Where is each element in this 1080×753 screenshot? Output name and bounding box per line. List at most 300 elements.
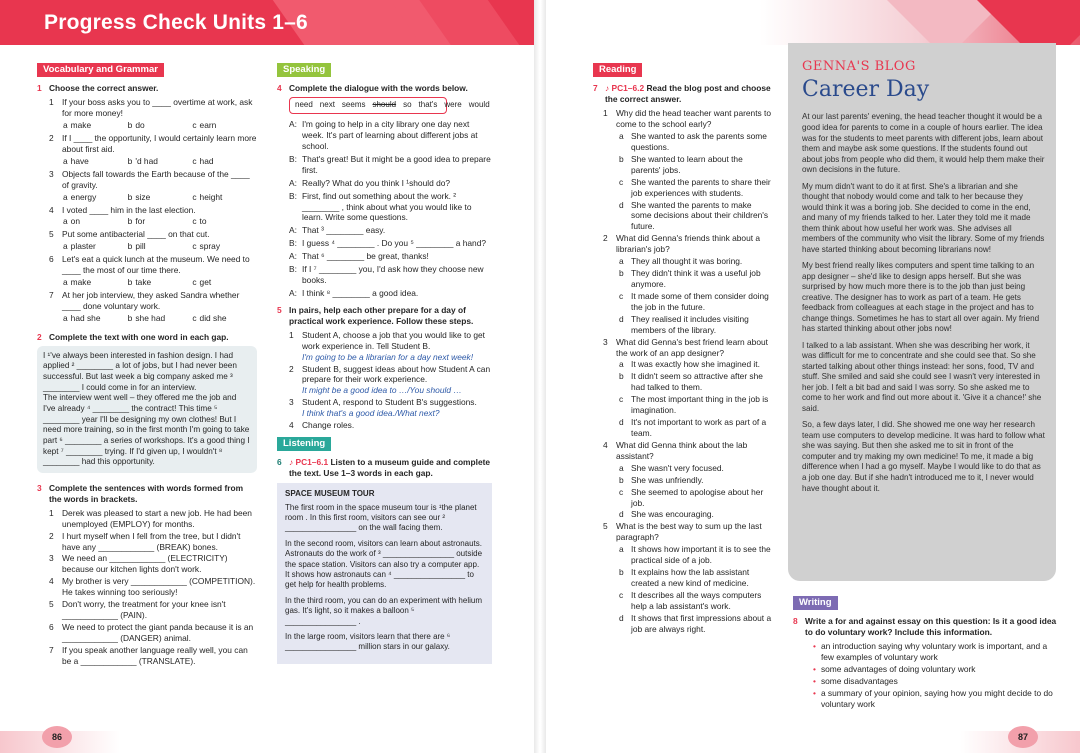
option-letter: b [127, 120, 133, 131]
answer-option[interactable] [128, 313, 193, 324]
option-letter: c [619, 176, 624, 187]
speaker-label: B: [289, 264, 297, 275]
answer-options [63, 241, 257, 252]
option-text: She was encouraging. [631, 509, 714, 520]
book-gutter [534, 0, 546, 753]
word-box-item: so [403, 100, 412, 110]
sentence-item [49, 508, 257, 530]
option-letter: a [63, 155, 68, 166]
writing-column [793, 596, 1058, 711]
item-number: 2 [289, 363, 294, 374]
option-text: 'd had [135, 155, 158, 166]
sentence-item [49, 531, 257, 553]
answer-option[interactable] [128, 241, 193, 252]
ex7-instruction: 7 ♪ PC1–6.2 Read the blog post and choose the correct answer. [593, 83, 771, 105]
word-box-item: seems [341, 100, 366, 110]
option-text: She seemed to apologise about her job. [631, 486, 764, 508]
question-text: What is the best way to sum up the last paragraph? [616, 521, 762, 543]
question-item [49, 290, 257, 312]
item-number: 1 [49, 507, 54, 518]
ex1-items [37, 97, 257, 324]
option-letter: a [63, 191, 68, 202]
answer-option[interactable] [619, 268, 773, 290]
word-box-item: should [372, 100, 397, 110]
question-text: I voted ____ him in the last election. [62, 204, 196, 215]
option-text: energy [70, 191, 97, 202]
bullet-dot: • [813, 664, 816, 675]
option-letter: c [619, 394, 624, 405]
dialogue-text: That ³ ________ easy. [302, 225, 386, 236]
answer-options [63, 216, 257, 227]
blog-paragraph: At our last parents' evening, the head teacher thought it would be a good idea for parents to come in a couple of hours earlier. The idea was for the students to meet parents with different jobs, learn about them and maybe ask some questions. If the students found out about jobs from people who did them, it would help them make their own decisions in the future. [802, 112, 1045, 175]
sentence-text: Derek was pleased to start a new job. He had been unemployed (EMPLOY) for months. [62, 507, 252, 529]
dialogue-text: First, find out something about the work. ² ________ , think about what you would like to learn. Write some questions. [302, 190, 472, 223]
option-text: make [70, 277, 92, 288]
sentence-item [49, 645, 257, 667]
question-item [49, 97, 257, 119]
sentence-item [49, 622, 257, 644]
ex3-instruction: 3 Complete the sentences with words formed from the words in brackets. [37, 482, 244, 504]
option-letter: a [63, 277, 68, 288]
option-text: on [70, 216, 80, 227]
word-box-item: need [295, 100, 313, 110]
title-banner [0, 0, 534, 45]
ex8-instruction: 8 Write a for and against essay on this question: Is it a good idea to do voluntary work? Include this information. [793, 616, 1057, 638]
option-text: It's not important to work as part of a team. [631, 417, 767, 438]
item-number: 1 [49, 97, 54, 108]
question-item [603, 108, 773, 130]
option-letter: c [192, 155, 197, 166]
question-item [49, 133, 257, 155]
question-item [603, 337, 773, 359]
genna-blog [788, 43, 1056, 581]
item-number: 7 [49, 290, 54, 301]
step-text: Change roles. [302, 420, 355, 431]
dialogue-text: I guess ⁴ ________ . Do you ⁵ ________ a hand? [302, 238, 487, 249]
sentence-text: Don't worry, the treatment for your knee isn't ____________ (PAIN). [62, 599, 226, 621]
speaker-label: A: [289, 287, 297, 298]
answer-option[interactable] [63, 216, 128, 227]
answer-option[interactable] [192, 192, 257, 203]
option-letter: c [619, 486, 624, 497]
answer-option[interactable] [619, 487, 773, 509]
option-text: It shows how important it is to see the practical side of a job. [631, 544, 771, 566]
answer-options [63, 156, 257, 167]
answer-option[interactable] [63, 313, 128, 324]
step-text: Student A, choose a job that you would like to get work experience in. Tell Student B. [302, 329, 485, 351]
step-content [302, 397, 477, 419]
option-letter: b [127, 241, 133, 252]
item-number: 3 [603, 336, 608, 347]
option-letter: d [619, 612, 624, 623]
writing-heading: Writing [793, 596, 838, 610]
ex5-instruction: 5 In pairs, help each other prepare for a day of practical work experience. Follow these steps. [277, 304, 474, 326]
option-text: It explains how the lab assistant created a new kind of medicine. [631, 567, 750, 588]
option-letter: b [127, 277, 133, 288]
option-text: do [135, 120, 145, 131]
answer-option[interactable] [192, 241, 257, 252]
dialogue-line [289, 119, 492, 152]
option-letter: c [192, 241, 197, 252]
question-text: If your boss asks you to ____ overtime at work, ask for more money! [62, 97, 253, 119]
step-item [289, 364, 492, 397]
dialogue-line [289, 154, 492, 176]
answer-options [63, 120, 257, 131]
sentence-text: My brother is very ____________ (COMPETITION). He takes winning too seriously! [62, 576, 256, 598]
dialogue-text: I think ⁸ ________ a good idea. [302, 287, 419, 298]
ex7-items [593, 108, 773, 634]
tour-paragraph: In the second room, visitors can learn about astronauts. Astronauts do the work of ³ ________________ outside the space station. Visitors can also try a computer app. It shows how astronauts can ⁴ ________________ to get help for health problems. [285, 538, 483, 590]
item-number: 7 [49, 644, 54, 655]
option-letter: c [192, 191, 197, 202]
answer-option[interactable] [619, 314, 773, 336]
option-text: It was exactly how she imagined it. [631, 359, 760, 370]
answer-option[interactable] [192, 313, 257, 324]
option-text: height [199, 191, 223, 202]
speaker-label: B: [289, 190, 297, 201]
speaker-label: A: [289, 225, 297, 236]
option-letter: a [619, 256, 624, 267]
option-letter: a [63, 216, 68, 227]
word-box-item: next [319, 100, 335, 110]
sentence-item [49, 599, 257, 621]
answer-option[interactable] [619, 475, 773, 486]
option-letter: c [192, 216, 197, 227]
option-letter: c [192, 120, 197, 131]
sentence-text: We need an ____________ (ELECTRICITY) because our kitchen lights don't work. [62, 553, 228, 575]
answer-option[interactable] [619, 256, 773, 267]
word-box-item: would [468, 100, 490, 110]
answer-option[interactable] [128, 192, 193, 203]
answer-option[interactable] [192, 120, 257, 131]
ex2-text-box [37, 346, 257, 473]
option-text: had she [70, 312, 101, 323]
example-phrase: I'm going to be a librarian for a day next week! [302, 351, 474, 362]
ex3-items [37, 508, 257, 667]
option-text: She was unfriendly. [631, 474, 704, 485]
answer-option[interactable] [619, 463, 773, 474]
ex2-text-line: I ¹'ve always been interested in fashion design. I had applied ² ________ a lot of jobs, but I had never been successful. But last week a big company asked me ³ ________ I could come in for an interview. [43, 350, 237, 392]
headphones-icon[interactable]: ♪ [605, 83, 610, 94]
option-letter: b [619, 567, 624, 578]
headphones-icon[interactable]: ♪ [289, 457, 294, 468]
option-text: to [199, 216, 207, 227]
blog-title: Career Day [802, 76, 930, 102]
dialogue-line [289, 238, 492, 249]
option-letter: b [127, 312, 133, 323]
item-number: 5 [49, 599, 54, 610]
sentence-text: We need to protect the giant panda because it is an ____________ (DANGER) animal. [62, 621, 254, 643]
option-letter: a [63, 312, 68, 323]
item-number: 3 [49, 553, 54, 564]
question-item [49, 205, 257, 216]
bullet-item [813, 664, 1058, 675]
answer-option[interactable] [63, 241, 128, 252]
answer-option[interactable] [128, 216, 193, 227]
option-letter: a [63, 120, 68, 131]
dialogue-line [289, 288, 492, 299]
speaker-label: A: [289, 251, 297, 262]
ex6-instruction: 6 ♪ PC1–6.1 Listen to a museum guide and complete the text. Use 1–3 words in each gap. [277, 457, 491, 479]
answer-option[interactable] [619, 200, 773, 233]
vocab-heading: Vocabulary and Grammar [37, 63, 164, 77]
option-text: It describes all the ways computers help a lab assistant's work. [631, 589, 762, 611]
option-text: had [199, 155, 214, 166]
question-text: Objects fall towards the Earth because of the ____ of gravity. [62, 168, 250, 190]
step-item [289, 330, 492, 363]
reading-column [593, 63, 773, 636]
answer-option[interactable] [619, 544, 773, 566]
sentence-item [49, 553, 257, 575]
blog-paragraph: I talked to a lab assistant. When she was describing her work, it was difficult for me to concentrate and she could see that. So she started talking about other things instead: her sons, food, TV and stuff. She smiled and said she could see I wasn't very interested in her job. I felt a bit bad and said I was sorry. So she asked me to come to her work and find out more about it. 'Give it a chance!' she said. [802, 340, 1042, 413]
question-text: At her job interview, they asked Sandra whether ____ done voluntary work. [62, 290, 240, 311]
step-content [302, 420, 354, 431]
ex5-items [277, 330, 492, 431]
question-item [49, 229, 257, 240]
item-number: 2 [49, 530, 54, 541]
dialogue-text: If I ⁷ ________ you, I'd ask how they choose new books. [302, 264, 484, 286]
option-letter: b [127, 191, 133, 202]
step-content [302, 330, 492, 363]
option-text: take [135, 277, 152, 288]
answer-option[interactable] [619, 359, 773, 370]
option-text: They didn't think it was a useful job anymore. [631, 268, 761, 290]
dialogue-text: That ⁶ ________ be great, thanks! [302, 251, 429, 262]
question-text: What did Genna's best friend learn about the work of an app designer? [616, 336, 768, 358]
item-number: 2 [603, 233, 608, 244]
answer-option[interactable] [192, 277, 257, 288]
option-letter: a [619, 131, 624, 142]
blog-paragraph: So, a few days later, I did. She showed me one way her research team use computers to develop medicine. It was hard to follow what she was saying. But then she asked me to sit in front of the computer and try making my own medicine! To me, it made a big difference when I had a go myself. Maybe I would like to do that as a job one day. But if she hadn't introduced me to it, I never would have thought about it. [802, 420, 1045, 493]
answer-option[interactable] [128, 277, 193, 288]
option-letter: c [192, 277, 197, 288]
bullet-item [813, 688, 1058, 710]
answer-option[interactable] [619, 131, 773, 153]
answer-options [63, 192, 257, 203]
sentence-text: I hurt myself when I fell from the tree, but I didn't have any ____________ (BREAK) bones. [62, 530, 241, 552]
answer-option[interactable] [128, 156, 193, 167]
option-text: pill [135, 241, 146, 252]
ex2-instruction: 2 Complete the text with one word in each gap. [37, 331, 229, 342]
question-item [49, 169, 257, 191]
answer-option[interactable] [619, 291, 773, 313]
item-number: 3 [49, 168, 54, 179]
question-text: If I ____ the opportunity, I would certainly learn more about first aid. [62, 133, 257, 154]
item-number: 6 [49, 621, 54, 632]
option-letter: b [619, 474, 624, 485]
option-letter: d [619, 509, 624, 520]
blog-paragraph: My mum didn't want to do it at first. She's a librarian and she thought that nobody would come and talk to her because they would think it was a boring job. She decided to come in the end, and many of my friends talked to her. Later they told me it made them think about how useful her work was. She advises all members of the community who visit the library. Some of my friends have started thinking about becoming librarians now! [802, 181, 1045, 254]
example-phrase: I think that's a good idea./What next? [302, 408, 440, 419]
option-letter: a [619, 544, 624, 555]
option-text: It made some of them consider doing the job in the future. [631, 290, 769, 312]
speaker-label: B: [289, 153, 297, 164]
option-text: She wanted to learn about the parents' jobs. [631, 153, 743, 175]
option-letter: b [127, 216, 133, 227]
word-box-item: were [444, 100, 462, 110]
item-number: 3 [289, 397, 294, 408]
option-text: earn [199, 120, 217, 131]
bullet-text: some advantages of doing voluntary work [820, 664, 976, 675]
option-letter: a [619, 359, 624, 370]
page-number: 86 [42, 726, 72, 748]
option-text: They all thought it was boring. [631, 256, 743, 267]
option-text: plaster [70, 241, 96, 252]
bullet-dot: • [813, 641, 816, 652]
example-phrase: It might be a good idea to …/You should … [302, 385, 462, 396]
question-item [49, 254, 257, 276]
vocab-column [37, 63, 257, 668]
ex4-dialogue [277, 119, 492, 299]
ex2-text-line: The interview went well – they offered me the job and I've already ⁴ ________ the contract! This time ⁵ ________ year I'll be designing my own clothes! But I need more training, so in the first month I'm going to take part ⁶ ________ a series of workshops. It's a good thing I kept ⁷ ________ trying. If I'd given up, I wouldn't ⁸ ________ had this opportunity. [43, 393, 250, 467]
answer-option[interactable] [619, 590, 773, 612]
option-letter: b [127, 155, 133, 166]
listening-heading: Listening [277, 437, 331, 451]
word-box [289, 97, 490, 114]
dialogue-text: That's great! But it might be a good idea to prepare first. [302, 153, 491, 175]
blog-paragraph: My best friend really likes computers and spent time talking to an app designer – she'd like to design apps herself. But she was surprised by how much more there is to the job than just being creative. The designer has to work as part of a team. He gets feedback from colleagues at each stage in the project and has to change things. Sometimes he has to start all over again. My friend has started thinking about other jobs now! [802, 261, 1040, 334]
page-number: 87 [1008, 726, 1038, 748]
option-letter: c [192, 312, 197, 323]
tour-paragraph: In the large room, visitors learn that there are ⁶ ________________ million stars in our galaxy. [285, 631, 451, 652]
dialogue-line [289, 264, 492, 286]
blog-body [802, 112, 1046, 494]
museum-tour-box [277, 483, 492, 663]
option-text: get [199, 277, 212, 288]
item-number: 6 [49, 254, 54, 265]
option-letter: c [619, 589, 624, 600]
step-item [289, 397, 492, 419]
tour-box-title: SPACE MUSEUM TOUR [285, 489, 375, 499]
dialogue-text: Really? What do you think I ¹should do? [302, 177, 451, 188]
step-content [302, 364, 492, 397]
item-number: 4 [49, 576, 54, 587]
question-item [603, 233, 773, 255]
answer-option[interactable] [192, 156, 257, 167]
question-text: Let's eat a quick lunch at the museum. We need to ____ the most of our time there. [62, 254, 250, 276]
tour-paragraph: In the third room, you can do an experiment with helium gas. It's light, so it makes a balloon ⁵ ________________ . [285, 595, 482, 626]
question-text: Why did the head teacher want parents to come to the school early? [616, 108, 772, 130]
option-text: She wanted the parents to share their job experiences with students. [631, 176, 771, 198]
answer-option[interactable] [63, 277, 128, 288]
option-text: It shows that first impressions about a job are always right. [631, 612, 772, 634]
option-letter: d [619, 313, 624, 324]
option-letter: b [619, 371, 624, 382]
item-number: 1 [603, 108, 608, 119]
speaking-heading: Speaking [277, 63, 331, 77]
option-letter: b [619, 268, 624, 279]
step-item [289, 420, 492, 431]
dialogue-line [289, 178, 492, 189]
bullet-text: some disadvantages [820, 675, 898, 686]
answer-option[interactable] [619, 509, 773, 520]
sentence-text: If you speak another language really well, you can be a ____________ (TRANSLATE). [62, 644, 248, 666]
bullet-item [813, 676, 1058, 687]
option-text: She wanted to ask the parents some questions. [631, 131, 767, 152]
answer-option[interactable] [619, 417, 773, 439]
answer-options [63, 313, 257, 324]
step-text: Student B, suggest ideas about how Student A can prepare for their work experience. [302, 363, 491, 385]
option-text: The most important thing in the job is imagination. [631, 394, 769, 416]
option-text: did she [199, 312, 227, 323]
dialogue-line [289, 225, 492, 236]
option-text: She wanted the parents to make some decisions about their children's future. [631, 199, 769, 232]
option-text: she had [135, 312, 166, 323]
dialogue-text: I'm going to help in a city library one day next week. It's part of learning about different jobs at school. [302, 119, 478, 151]
question-item [603, 521, 773, 543]
item-number: 4 [289, 420, 294, 431]
answer-options [63, 277, 257, 288]
ex1-instruction: 1 Choose the correct answer. [37, 83, 159, 94]
answer-option[interactable] [128, 120, 193, 131]
bullet-text: a summary of your opinion, saying how you might decide to do voluntary work [820, 687, 1053, 709]
option-letter: d [619, 417, 624, 428]
answer-option[interactable] [63, 156, 128, 167]
answer-option[interactable] [619, 177, 773, 199]
answer-option[interactable] [63, 120, 128, 131]
blog-name: GENNA'S BLOG [802, 59, 916, 74]
right-page [546, 0, 1080, 753]
speaker-label: A: [289, 119, 297, 130]
dialogue-line [289, 251, 492, 262]
word-box-item: that's [418, 100, 438, 110]
option-letter: c [619, 290, 624, 301]
reading-heading: Reading [593, 63, 642, 77]
bullet-dot: • [813, 675, 816, 686]
bullet-text: an introduction saying why voluntary work is important, and a few examples of voluntary work [820, 641, 1048, 663]
dialogue-line [289, 191, 492, 224]
sentence-item [49, 576, 257, 598]
answer-option[interactable] [619, 154, 773, 176]
answer-option[interactable] [619, 613, 773, 635]
speaker-label: B: [289, 238, 297, 249]
answer-option[interactable] [619, 394, 773, 416]
bullet-item [813, 641, 1058, 663]
question-text: Put some antibacterial ____ on that cut. [62, 229, 210, 240]
answer-option[interactable] [192, 216, 257, 227]
step-text: Student A, respond to Student B's suggestions. [302, 397, 477, 408]
option-text: It didn't seem so attractive after she had talked to them. [631, 371, 763, 393]
answer-option[interactable] [63, 192, 128, 203]
option-letter: d [619, 199, 624, 210]
option-letter: b [619, 153, 624, 164]
bullet-dot: • [813, 687, 816, 698]
left-page [0, 0, 534, 753]
answer-option[interactable] [619, 567, 773, 589]
page-title: Progress Check Units 1–6 [44, 11, 308, 34]
answer-option[interactable] [619, 371, 773, 393]
option-text: She wasn't very focused. [631, 462, 724, 473]
option-text: for [135, 216, 146, 227]
option-text: spray [199, 241, 221, 252]
option-text: make [70, 120, 92, 131]
ex4-instruction: 4 Complete the dialogue with the words below. [277, 83, 468, 94]
item-number: 4 [603, 439, 608, 450]
option-text: They realised it includes visiting members of the library. [631, 313, 749, 335]
speaking-column [277, 63, 492, 664]
option-text: have [70, 155, 89, 166]
question-text: What did Genna's friends think about a librarian's job? [616, 233, 761, 255]
top-banner [546, 0, 1080, 45]
option-letter: a [63, 241, 68, 252]
ex8-bullets [793, 641, 1058, 710]
tour-paragraph: The first room in the space museum tour is ¹the planet room . In this first room, visitors can see our ² ________________ on the wall facing them. [285, 502, 477, 533]
item-number: 4 [49, 204, 54, 215]
question-item [603, 440, 773, 462]
question-text: What did Genna think about the lab assistant? [616, 439, 748, 461]
option-text: size [135, 191, 151, 202]
item-number: 1 [289, 329, 294, 340]
